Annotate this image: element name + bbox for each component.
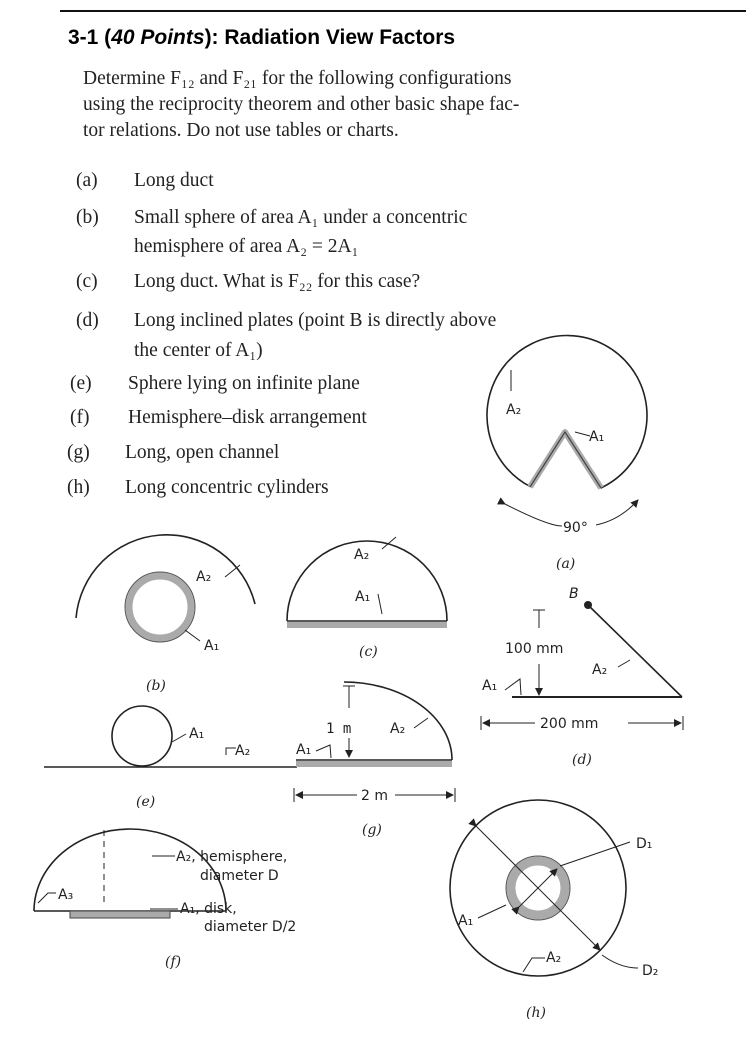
- fig-a-angle-label: 90°: [563, 520, 588, 536]
- part-text: Long, open channel: [125, 442, 280, 463]
- fig-h-a1-label: A₁: [458, 913, 474, 929]
- fig-g-a1-label: A₁: [296, 742, 312, 758]
- part-text: Long duct. What is F₂₂ for this case?: [134, 271, 421, 292]
- fig-a-caption: (a): [556, 556, 576, 572]
- fig-f-a1-line1: A₁, disk,: [180, 901, 237, 917]
- a2-leader: [618, 660, 630, 667]
- fig-d-caption: (d): [572, 752, 592, 768]
- fig-d-a1-label: A₁: [482, 678, 498, 694]
- problem-points: 40 Points: [111, 26, 205, 49]
- d2-leader: [602, 955, 638, 968]
- figure-b: [76, 535, 255, 694]
- part-label: (c): [76, 271, 98, 292]
- figure-c: [287, 537, 447, 660]
- fig-a-a1-label: A₁: [589, 429, 605, 445]
- figure-d: [481, 586, 683, 768]
- figure-f: [34, 829, 296, 970]
- figure-g: [294, 682, 455, 838]
- figure-a: [487, 336, 647, 572]
- part-label: (f): [70, 407, 90, 428]
- intro-line: Determine F₁₂ and F₂₁ for the following configurations: [83, 68, 512, 89]
- part-text: the center of A₁): [134, 340, 263, 361]
- fig-h-caption: (h): [526, 1005, 546, 1021]
- sphere-a1: [129, 576, 191, 638]
- a1-leader: [172, 734, 186, 742]
- part-text: Small sphere of area A₁ under a concentric: [134, 207, 468, 228]
- fig-e-a1-label: A₁: [189, 726, 205, 742]
- part-text: Long inclined plates (point B is directly above: [134, 310, 497, 331]
- part-text: Sphere lying on infinite plane: [128, 373, 360, 394]
- fig-f-caption: (f): [165, 954, 182, 970]
- part-text: hemisphere of area A₂ = 2A₁: [134, 236, 359, 257]
- fig-g-a2-label: A₂: [390, 721, 406, 737]
- problem-title-rest: ): Radiation View Factors: [204, 26, 456, 49]
- fig-c-a2-label: A₂: [354, 547, 370, 563]
- angle-arrow-right: [596, 500, 638, 525]
- fig-f-a1-line2: diameter D/2: [204, 919, 297, 935]
- fig-b-caption: (b): [146, 678, 166, 694]
- a1-leader: [185, 630, 200, 641]
- fig-f-a3-label: A₃: [58, 887, 74, 903]
- sphere-a1: [112, 706, 172, 766]
- a1-leader: [316, 745, 331, 758]
- fig-d-height-label: 100 mm: [505, 641, 564, 657]
- fig-h-d1-label: D₁: [636, 836, 653, 852]
- fig-d-width-label: 200 mm: [540, 716, 599, 732]
- fig-a-a2-label: A₂: [506, 402, 522, 418]
- fig-b-a2-label: A₂: [196, 569, 212, 585]
- fig-g-width-label: 2 m: [361, 788, 388, 804]
- a1-leader: [478, 905, 506, 918]
- fig-e-caption: (e): [136, 794, 156, 810]
- fig-d-point-label: B: [569, 586, 579, 602]
- part-text: Long duct: [134, 170, 214, 191]
- fig-h-a2-label: A₂: [546, 950, 562, 966]
- figure-e: [44, 706, 297, 810]
- part-label: (a): [76, 170, 98, 191]
- problem-number: 3-1 (: [68, 26, 112, 49]
- part-label: (b): [76, 207, 99, 228]
- intro-line: tor relations. Do not use tables or charts.: [83, 120, 399, 141]
- part-text: Hemisphere–disk arrangement: [128, 407, 367, 428]
- fig-g-height-label: 1 m: [326, 721, 352, 737]
- part-text: Long concentric cylinders: [125, 477, 329, 498]
- fig-f-a2-line1: A₂, hemisphere,: [176, 849, 288, 865]
- point-b: [584, 601, 592, 609]
- fig-e-a2-label: A₂: [235, 743, 251, 759]
- a1-leader: [575, 432, 590, 436]
- part-label: (g): [67, 442, 90, 463]
- part-label: (e): [70, 373, 92, 394]
- part-label: (d): [76, 310, 99, 331]
- a3-leader: [38, 893, 56, 903]
- a2-leader: [414, 718, 428, 728]
- base-a1: [287, 622, 447, 628]
- fig-c-caption: (c): [359, 644, 378, 660]
- disk-a1: [70, 911, 170, 918]
- part-label: (h): [67, 477, 90, 498]
- fig-d-a2-label: A₂: [592, 662, 608, 678]
- intro-line: using the reciprocity theorem and other basic shape fac-: [83, 94, 520, 115]
- a1-leader: [505, 679, 521, 695]
- a1-leader: [378, 594, 382, 614]
- fig-f-a2-line2: diameter D: [200, 868, 279, 884]
- a2-leader: [225, 565, 240, 577]
- fig-g-caption: (g): [362, 822, 382, 838]
- base-a1: [296, 761, 452, 767]
- fig-b-a1-label: A₁: [204, 638, 220, 654]
- a2-leader: [523, 958, 545, 972]
- figure-h: [450, 800, 658, 1021]
- angle-arrow-left: [505, 504, 562, 526]
- fig-c-a1-label: A₁: [355, 589, 371, 605]
- plate-a2: [588, 605, 682, 697]
- fig-h-d2-label: D₂: [642, 963, 659, 979]
